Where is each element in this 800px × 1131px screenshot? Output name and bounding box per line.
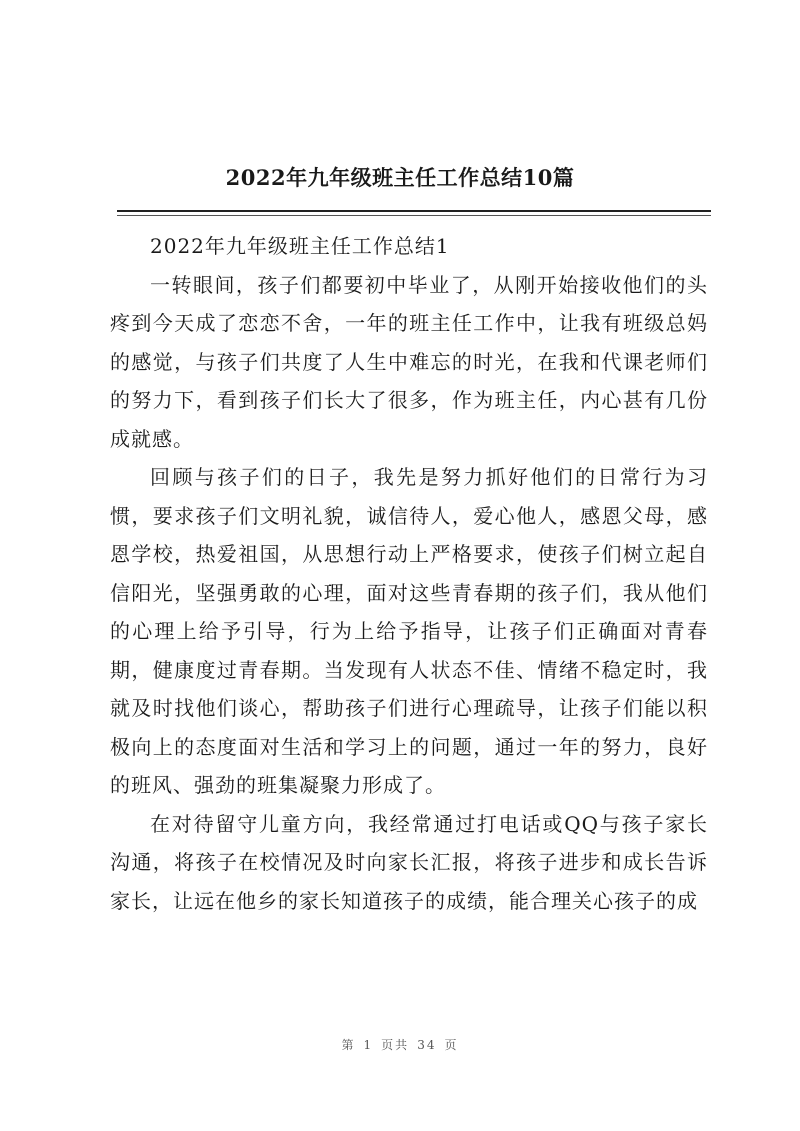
section-heading: 2022年九年级班主任工作总结1	[150, 234, 450, 258]
footer-total-pages: 34	[417, 1038, 437, 1052]
document-body	[110, 227, 708, 920]
paragraph: 一转眼间，孩子们都要初中毕业了，从刚开始接收他们的头疼到今天成了恋恋不舍，一年的班主任工作中，让我有班级总妈的感觉，与孩子们共度了人生中难忘的时光，在我和代课老师们的努力下，看到孩子们长大了很多，作为班主任，内心甚有几份成就感。	[110, 272, 708, 451]
title-divider	[117, 210, 711, 212]
title-divider-thin	[117, 215, 711, 216]
footer-middle: 页共	[381, 1038, 410, 1052]
paragraph: 在对待留守儿童方向，我经常通过打电话或QQ与孩子家长沟通，将孩子在校情况及时向家长汇报，将孩子进步和成长告诉家长，让远在他乡的家长知道孩子的成绩，能合理关心孩子的成	[110, 811, 708, 913]
document-title: 2022年九年级班主任工作总结10篇	[225, 165, 575, 190]
page-footer	[0, 1036, 800, 1053]
paragraph: 回顾与孩子们的日子，我先是努力抓好他们的日常行为习惯，要求孩子们文明礼貌，诚信待人，爱心他人，感恩父母，感恩学校，热爱祖国，从思想行动上严格要求，使孩子们树立起自信阳光，坚强勇敢的心理，面对这些青春期的孩子们，我从他们的心理上给予引导，行为上给予指导，让孩子们正确面对青春期，健康度过青春期。当发现有人状态不佳、情绪不稳定时，我就及时找他们谈心，帮助孩子们进行心理疏导，让孩子们能以积极向上的态度面对生活和学习上的问题，通过一年的努力，良好的班风、强劲的班集凝聚力形成了。	[110, 465, 708, 797]
footer-page-number: 1	[363, 1038, 374, 1052]
footer-prefix: 第	[341, 1038, 356, 1052]
footer-suffix: 页	[444, 1038, 459, 1052]
